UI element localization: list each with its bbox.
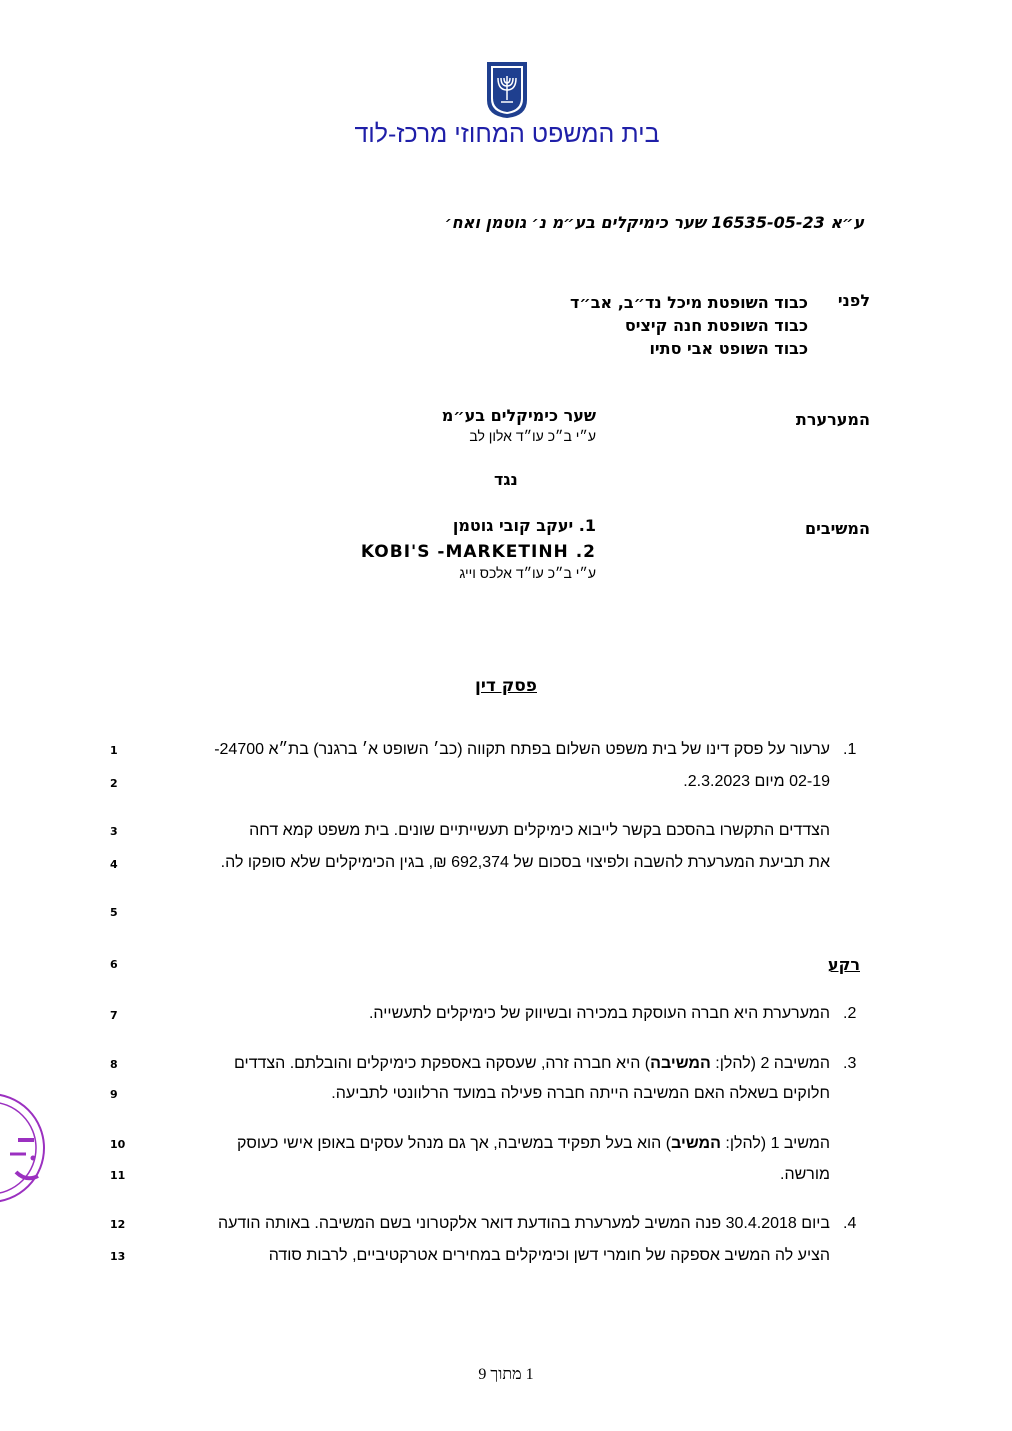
paragraph-number: .3 <box>843 1055 857 1072</box>
paragraph-number: .4 <box>843 1215 857 1232</box>
section-heading: רקע <box>827 955 860 974</box>
versus-label: נגד <box>494 470 518 489</box>
line-number: 12 <box>110 1218 126 1231</box>
case-title: ע״א 16535-05-23 שער כימיקלים בע״מ נ׳ גוטמן ואח׳ <box>444 213 864 232</box>
appellant-label: המערערת <box>795 410 870 429</box>
appellant-name: שער כימיקלים בע״מ <box>441 406 596 425</box>
line-number: 6 <box>110 958 118 971</box>
paragraph-text: ביום 30.4.2018 פנה המשיב למערערת בהודעת דואר אלקטרוני בשם המשיבה. באותה הודעה <box>217 1215 830 1232</box>
paragraph-text: המשיבה 2 (להלן: המשיבה) היא חברה זרה, שעסקה באספקת כימיקלים והובלתם. הצדדים <box>234 1055 830 1072</box>
paragraph-text: הצדדים התקשרו בהסכם בקשר לייבוא כימיקלים תעשייתיים שונים. בית משפט קמא דחה <box>249 822 830 839</box>
court-stamp-icon <box>0 1088 50 1208</box>
respondent-1: 1. יעקב קובי גוטמן <box>452 516 596 535</box>
line-number: 3 <box>110 825 118 838</box>
paragraph-text: את תביעת המערערת להשבה ולפיצוי בסכום של 692,374 ₪, בגין הכימיקלים שלא סופקו לה. <box>220 854 830 871</box>
paragraph-text: 02-19 מיום 2.3.2023. <box>683 773 830 790</box>
line-number: 10 <box>110 1138 126 1151</box>
line-number: 7 <box>110 1009 118 1022</box>
state-emblem-icon <box>485 60 529 120</box>
line-number: 5 <box>110 906 118 919</box>
judge-2: כבוד השופטת חנה קיציס <box>624 316 808 335</box>
respondents-label: המשיבים <box>804 519 870 538</box>
respondents-counsel: ע״י ב״כ עו״ד אלכס וייג <box>459 565 596 581</box>
paragraph-text: הציע לה המשיב אספקה של חומרי דשן וכימיקלים במחירים אטרקטיביים, לרבות סודה <box>268 1247 830 1264</box>
line-number: 11 <box>110 1169 126 1182</box>
judge-3: כבוד השופט אבי סתיו <box>649 339 808 358</box>
line-number: 4 <box>110 858 118 871</box>
line-number: 8 <box>110 1058 118 1071</box>
appellant-counsel: ע״י ב״כ עו״ד אלון לב <box>469 428 596 444</box>
paragraph-text: מורשה. <box>780 1166 830 1183</box>
page-footer: 1 מתוך 9 <box>478 1366 534 1383</box>
paragraph-number: .2 <box>843 1005 857 1022</box>
paragraph-number: .1 <box>843 741 857 758</box>
paragraph-text: המערערת היא חברה העוסקת במכירה ובשיווק של כימיקלים לתעשייה. <box>368 1005 830 1022</box>
judges-list <box>570 291 808 360</box>
paragraph-text: המשיב 1 (להלן: המשיב) הוא בעל תפקיד במשיבה, אך גם מנהל עסקים באופן אישי כעוסק <box>236 1135 830 1152</box>
document-title: פסק דין <box>474 676 537 696</box>
court-name: בית המשפט המחוזי מרכז-לוד <box>354 120 660 148</box>
respondent-2: KOBI'S -MARKETINH .2 <box>360 542 596 562</box>
judge-1: כבוד השופטת מיכל נד״ב, אב״ד <box>570 293 808 312</box>
line-number: 13 <box>110 1250 126 1263</box>
line-number: 2 <box>110 777 118 790</box>
line-number: 9 <box>110 1088 118 1101</box>
line-number: 1 <box>110 744 118 757</box>
before-label: לפני <box>837 291 870 310</box>
paragraph-text: חלוקים בשאלה האם המשיבה הייתה חברה פעילה במועד הרלוונטי לתביעה. <box>331 1085 830 1102</box>
paragraph-text: ערעור על פסק דינו של בית משפט השלום בפתח תקווה (כב׳ השופט א׳ ברגנר) בת״א 24700- <box>214 741 830 758</box>
